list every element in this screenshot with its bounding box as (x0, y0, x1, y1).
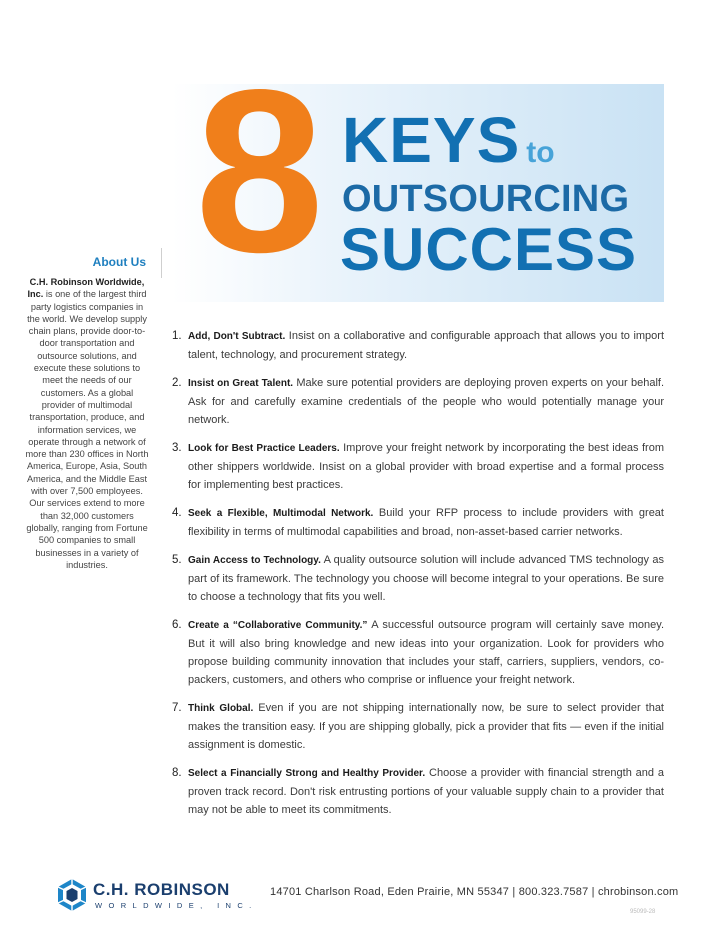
sidebar-divider (161, 248, 162, 278)
key-item (172, 616, 664, 689)
about-us-text (24, 276, 150, 571)
about-company-name: C.H. Robinson Worldwide, Inc. (27, 277, 145, 300)
title-success: SUCCESS (340, 216, 638, 283)
key-number: 4. (172, 507, 182, 519)
key-item (172, 504, 664, 541)
key-item (172, 764, 664, 819)
key-heading: Insist on Great Talent. (188, 378, 294, 389)
hexagon-logo-icon (55, 878, 89, 912)
key-number: 1. (172, 330, 182, 342)
key-heading: Think Global. (188, 703, 254, 714)
key-heading: Gain Access to Technology. (188, 555, 321, 566)
about-body: is one of the largest third party logistics companies in the world. We develop supply chain plans, provide door-to-door transportation and outsource solutions, and execute these solutions to meet the needs of our customers. As a global provider of multimodal transportation, produce, and information services, we operate through a network of more than 230 offices in North America, Europe, Asia, South America, and the Middle East with over 7,500 employees. Our services extend to more than 32,000 customers globally, ranging from Fortune 500 companies to small businesses in a variety of industries. (25, 289, 149, 570)
about-us-heading: About Us (92, 255, 146, 269)
key-number: 3. (172, 442, 182, 454)
key-heading: Select a Financially Strong and Healthy Provider. (188, 768, 426, 779)
key-number: 2. (172, 377, 182, 389)
key-text: Even if you are not shipping internationally now, be sure to select provider that makes the transition easy. If you are shipping globally, pick a provider that fits — even if the initial assignment is domestic. (188, 702, 664, 751)
company-logo (55, 878, 258, 914)
key-heading: Add, Don't Subtract. (188, 331, 286, 342)
key-text: Insist on a collaborative and configurable approach that allows you to import talent, technology, and procurement strategy. (188, 330, 665, 361)
key-text: Build your RFP process to include providers with great flexibility in terms of multimodal capabilities and broad, non-asset-based carrier networks. (188, 507, 664, 538)
keys-list (172, 327, 664, 829)
key-number: 6. (172, 619, 182, 631)
key-item (172, 439, 664, 494)
key-text: A successful outsource program will certainly save money. But it will also bring knowledge and new ideas into your organization. Look for providers who propose building community innovation that includes your staff, carriers, suppliers, vendors, co-packers, customers, and others who comprise or influence your freight network. (188, 619, 665, 686)
key-item (172, 374, 664, 429)
title-to: to (526, 136, 555, 169)
key-heading: Create a “Collaborative Community.” (188, 620, 368, 631)
title-keys: KEYS (342, 104, 521, 176)
title-keys-line (342, 104, 555, 176)
key-heading: Look for Best Practice Leaders. (188, 443, 340, 454)
key-item (172, 327, 664, 364)
key-item (172, 699, 664, 754)
logo-name: C.H. ROBINSON (93, 880, 230, 899)
key-item (172, 551, 664, 606)
document-code: 95099-28 (630, 909, 656, 915)
key-text: A quality outsource solution will include advanced TMS technology as part of its framework. The technology you choose will become integral to your operations. Be sure to choose a technology that fits you well. (188, 554, 664, 603)
key-text: Choose a provider with financial strength and a proven track record. Don't risk entrusting portions of your valuable supply chain to a provider that may not be able to meet its commitments. (188, 767, 665, 816)
key-text: Make sure potential providers are deploying proven experts on your behalf. Ask for and carefully examine credentials of the people who would potentially manage your network. (188, 377, 665, 426)
title-outsourcing: OUTSOURCING (342, 178, 630, 220)
big-number-eight: 8 (195, 42, 321, 301)
key-heading: Seek a Flexible, Multimodal Network. (188, 508, 374, 519)
key-text: Improve your freight network by incorporating the best ideas from other shippers worldwide. Insist on a global provider with broad expertise and a formal process for implementing best practices. (188, 442, 665, 491)
key-number: 8. (172, 767, 182, 779)
logo-subtitle: WORLDWIDE, INC. (95, 901, 258, 910)
key-number: 5. (172, 554, 182, 566)
key-number: 7. (172, 702, 182, 714)
footer-contact: 14701 Charlson Road, Eden Prairie, MN 55347 | 800.323.7587 | chrobinson.com (270, 886, 679, 898)
